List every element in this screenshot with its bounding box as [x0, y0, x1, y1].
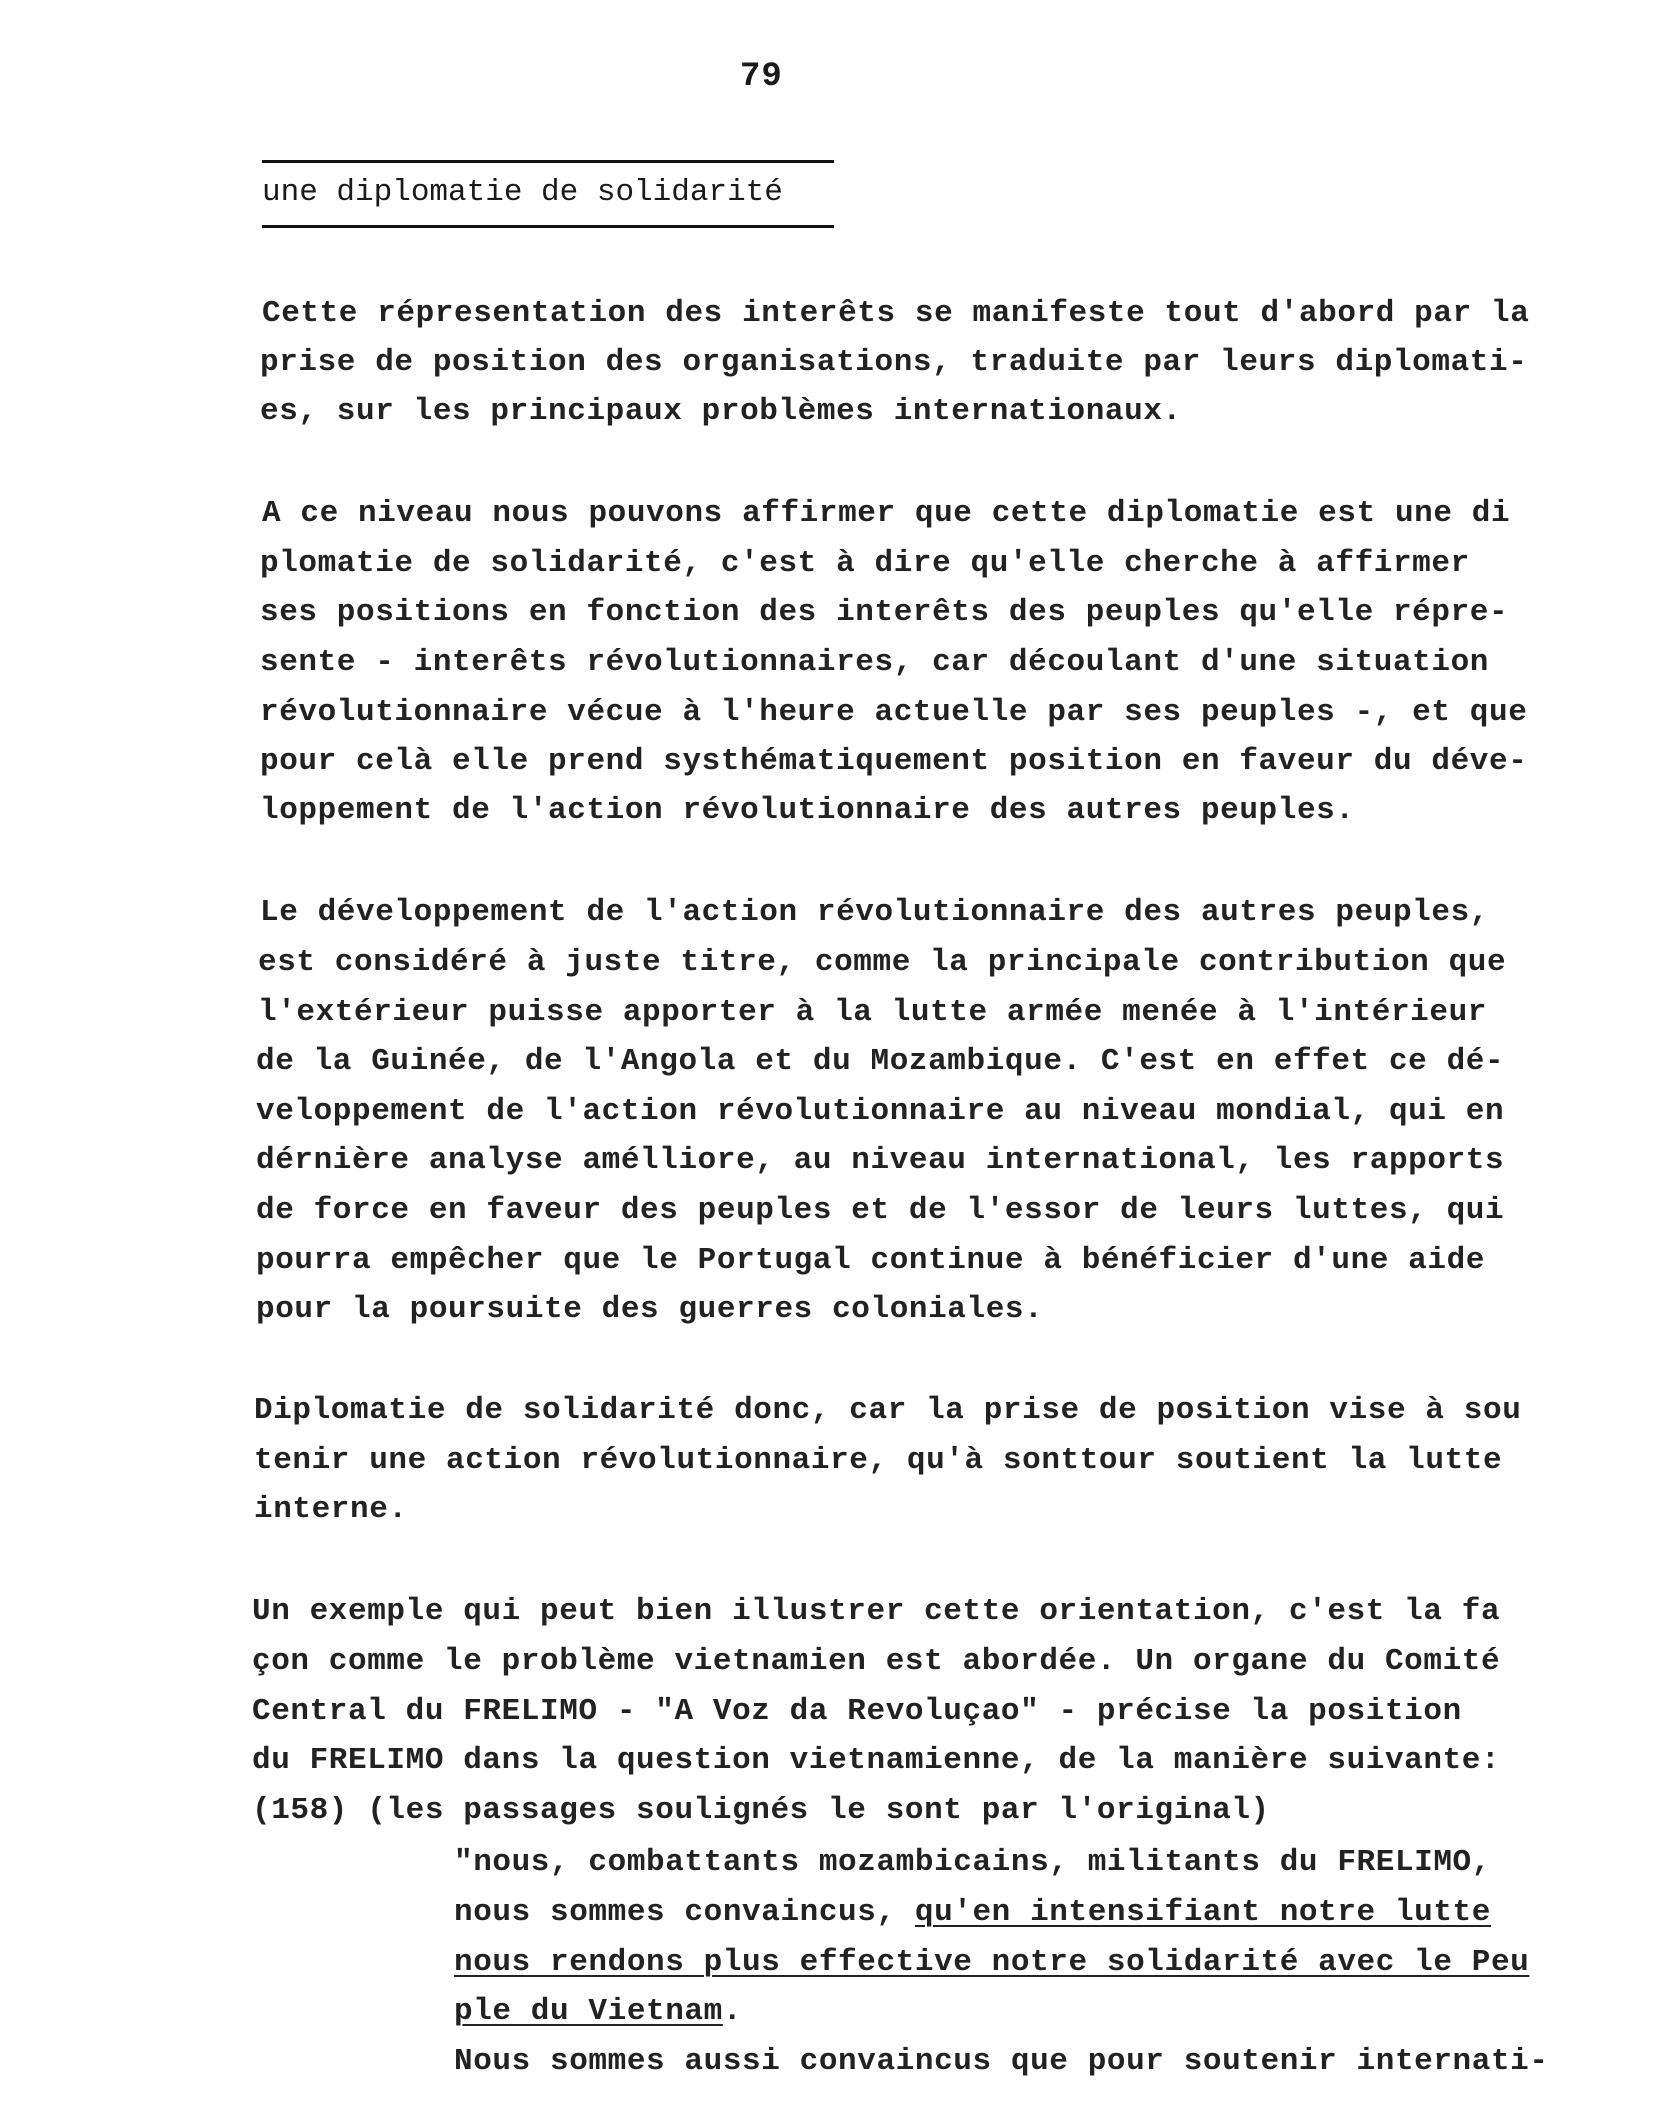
quote-line — [454, 1994, 742, 2029]
text-line: dérnière analyse amélliore, au niveau international, les rapports — [256, 1143, 1505, 1178]
text-line: Un exemple qui peut bien illustrer cette orientation, c'est la fa — [252, 1594, 1501, 1629]
text-line: Central du FRELIMO - "A Voz da Revoluçao" - précise la position — [252, 1694, 1462, 1729]
text-line: tenir une action révolutionnaire, qu'à sonttour soutient la lutte — [254, 1443, 1503, 1478]
text-line: loppement de l'action révolutionnaire des autres peuples. — [260, 793, 1355, 828]
section-heading: une diplomatie de solidarité — [262, 175, 783, 210]
quote-underlined-line: nous rendons plus effective notre solidarité avec le Peu — [454, 1945, 1530, 1980]
text-line: du FRELIMO dans la question vietnamienne, de la manière suivante: — [252, 1743, 1501, 1778]
text-line: sente - interêts révolutionnaires, car découlant d'une situation — [260, 645, 1489, 680]
text-line: interne. — [254, 1492, 408, 1527]
text-line: pour la poursuite des guerres coloniales. — [256, 1292, 1044, 1327]
text-line: prise de position des organisations, traduite par leurs diplomati- — [260, 345, 1528, 380]
text-line: veloppement de l'action révolutionnaire au niveau mondial, qui en — [256, 1094, 1505, 1129]
text-line: l'extérieur puisse apporter à la lutte armée menée à l'intérieur — [258, 995, 1487, 1030]
text-line: révolutionnaire vécue à l'heure actuelle par ses peuples -, et que — [260, 695, 1528, 730]
text-line: plomatie de solidarité, c'est à dire qu'elle cherche à affirmer — [260, 546, 1470, 581]
text-line: A ce niveau nous pouvons affirmer que cette diplomatie est une di — [262, 496, 1511, 531]
text-line: est considéré à juste titre, comme la principale contribution que — [258, 945, 1507, 980]
quote-line — [454, 1895, 1491, 1930]
quote-text: . — [722, 1994, 743, 2029]
page-number: 79 — [740, 58, 783, 96]
quote-text: nous sommes convaincus, — [454, 1895, 915, 1930]
quote-line: Nous sommes aussi convaincus que pour soutenir internati- — [454, 2044, 1549, 2079]
text-line: pourra empêcher que le Portugal continue à bénéficier d'une aide — [256, 1243, 1485, 1278]
text-line: pour celà elle prend systhématiquement position en faveur du déve- — [260, 744, 1528, 779]
heading-rule-top — [262, 160, 834, 163]
text-line: ses positions en fonction des interêts des peuples qu'elle répre- — [260, 595, 1509, 630]
text-line: (158) (les passages soulignés le sont par l'original) — [252, 1793, 1270, 1828]
quote-underlined-text: qu'en intensifiant notre lutte — [914, 1895, 1491, 1930]
text-line: Le développement de l'action révolutionnaire des autres peuples, — [260, 895, 1489, 930]
text-line: Cette répresentation des interêts se manifeste tout d'abord par la — [262, 296, 1530, 331]
text-line: Diplomatie de solidarité donc, car la prise de position vise à sou — [254, 1393, 1522, 1428]
heading-rule-bottom — [262, 225, 834, 228]
text-line: de la Guinée, de l'Angola et du Mozambique. C'est en effet ce dé- — [256, 1044, 1505, 1079]
quote-line: "nous, combattants mozambicains, militants du FRELIMO, — [454, 1845, 1491, 1880]
text-line: de force en faveur des peuples et de l'essor de leurs luttes, qui — [256, 1193, 1505, 1228]
text-line: es, sur les principaux problèmes internationaux. — [260, 394, 1182, 429]
text-line: çon comme le problème vietnamien est abordée. Un organe du Comité — [252, 1644, 1501, 1679]
quote-underlined-text: ple du Vietnam — [454, 1994, 723, 2029]
